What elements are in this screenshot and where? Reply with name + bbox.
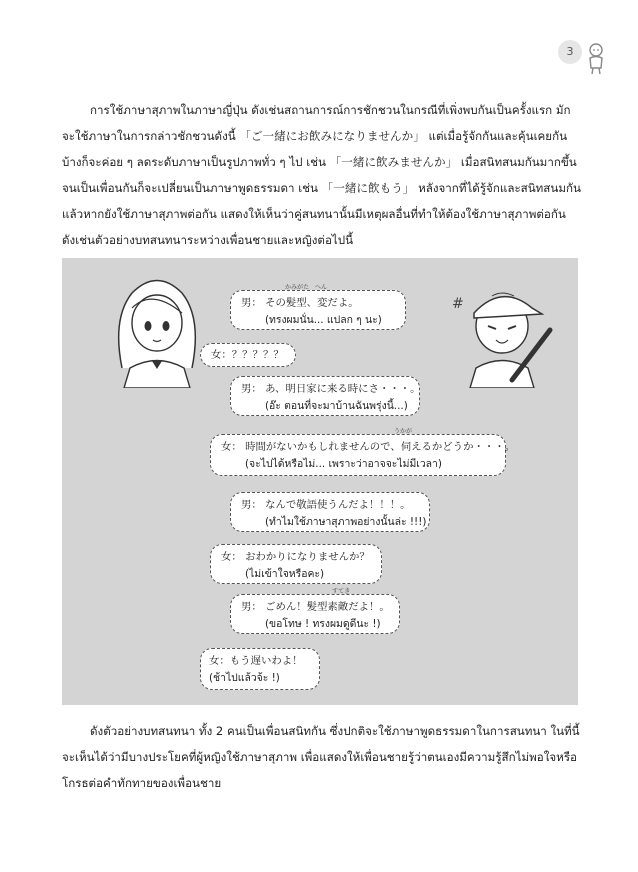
closing-paragraph: ดังตัวอย่างบทสนทนา ทั้ง 2 คนเป็นเพื่อนสนิทกัน ซึ่งปกติจะใช้ภาษาพูดธรรมดาในการสนทนา ในที่นี้จะเห็นได้ว่ามีบางประโยคที่ผู้หญิงใช้ภาษาสุภาพ เพื่อแสดงให้เพื่อนชายรู้ว่าตนเองมีความรู้สึกไม่พอใจหรือโกรธต่อคำทักทายของเพื่อนชาย [62, 724, 580, 790]
bubble-line: 女：もう遅いわよ！ [209, 655, 303, 667]
speech-bubble-man [230, 492, 430, 532]
speech-bubble-woman [210, 544, 382, 584]
speech-bubble-woman [200, 648, 320, 690]
speech-bubble-man [230, 594, 400, 634]
closing-section [62, 718, 582, 796]
page-number: 3 [558, 40, 582, 64]
boy-illustration [442, 268, 562, 388]
speech-bubble-woman [200, 343, 296, 367]
mascot-icon [585, 42, 607, 76]
speech-bubble-woman [210, 434, 516, 476]
svg-text:#: # [452, 296, 464, 312]
bubble-line: 女： 時間がないかもしれませんので、伺えるかどうか・・・。 [221, 441, 516, 453]
girl-illustration [102, 268, 212, 388]
intro-section [62, 97, 582, 253]
bubble-line: 男： なんで敬語使うんだよ！！！。 [241, 499, 411, 511]
bubble-translation: (จะไปได้หรือไม่... เพราะว่าอาจจะไม่มีเวลา) [245, 458, 442, 470]
bubble-translation: (ไม่เข้าใจหรือคะ) [245, 568, 325, 580]
bubble-translation: (ทรงผมนั่น... แปลก ๆ นะ) [265, 314, 382, 326]
bubble-translation: (ทำไมใช้ภาษาสุภาพอย่างนั้นล่ะ !!!) [265, 516, 427, 528]
bubble-line: 女： おわかりになりませんか？ [221, 551, 370, 563]
bubble-line: 男： あ、明日家に来る時にさ・・・。 [241, 383, 421, 395]
bubble-translation: (ช้าไปแล้วจ้ะ !) [209, 672, 280, 684]
speech-bubble-man [230, 376, 420, 416]
bubble-line: 女：？？？？？ [211, 349, 284, 361]
ruby-text: すてき [332, 588, 351, 595]
bubble-translation: (ขอโทษ ! ทรงผมดูดีนะ !) [265, 618, 381, 630]
bubble-translation: (อ๊ะ ตอนที่จะมาบ้านฉันพรุ่งนี้...) [265, 400, 408, 412]
bubble-line: 男： その髪型、変だよ。 [241, 297, 359, 309]
speech-bubble-man [230, 290, 406, 330]
bubble-line: 男： ごめん！髪型素敵だよ！。 [241, 601, 390, 613]
dialogue-panel [62, 258, 578, 705]
intro-paragraph: การใช้ภาษาสุภาพในภาษาญี่ปุ่น ดังเช่นสถานการณ์การชักชวนในกรณีที่เพิ่งพบกันเป็นครั้งแรก มักจะใช้ภาษาในการกล่าวชักชวนดังนี้ 「ご一緒にお飲みになりませんか」 แต่เมื่อรู้จักกันและคุ้นเคยกันบ้างก็จะค่อย ๆ ลดระดับภาษาเป็นรูปภาพทั่ว ๆ ไป เช่น 「一緒に飲みませんか」 เมื่อสนิทสนมกันมากขึ้นจนเป็นเพื่อนกันก็จะเปลี่ยนเป็นภาษาพูดธรรมดา เช่น 「一緒に飲もう」 หลังจากที่ได้รู้จักและสนิทสนมกันแล้วหากยังใช้ภาษาสุภาพต่อกัน แสดงให้เห็นว่าคู่สนทนานั้นมีเหตุผลอื่นที่ทำให้ต้องใช้ภาษาสุภาพต่อกัน ดังเช่นตัวอย่างบทสนทนาระหว่างเพื่อนชายและหญิงต่อไปนี้ [62, 103, 581, 247]
ruby-text: うかが [394, 428, 413, 435]
ruby-text: かみがた へん [285, 284, 328, 291]
